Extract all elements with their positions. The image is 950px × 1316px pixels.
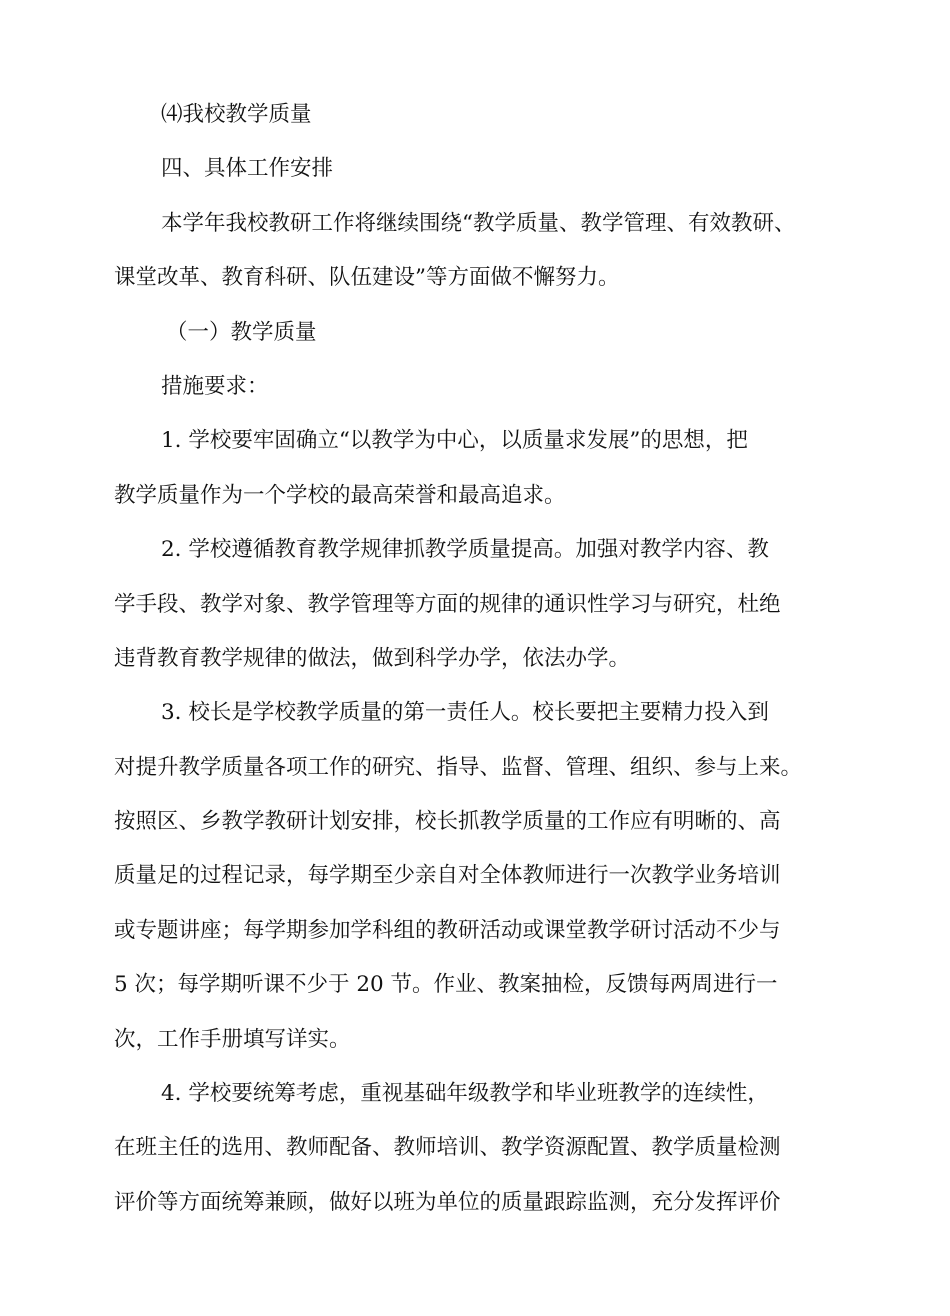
paragraph-line: 3. 校长是学校教学质量的第一责任人。校长要把主要精力投入到 <box>161 700 769 726</box>
paragraph-line: 违背教育教学规律的做法，做到科学办学，依法办学。 <box>114 645 631 671</box>
paragraph-line: 质量足的过程记录，每学期至少亲自对全体教师进行一次教学业务培训 <box>114 863 781 889</box>
paragraph-line: 按照区、乡教学教研计划安排，校长抓教学质量的工作应有明晰的、高 <box>114 809 781 835</box>
paragraph-line: 或专题讲座；每学期参加学科组的教研活动或课堂教学研讨活动不少与 <box>114 917 781 943</box>
paragraph-line: 次，工作手册填写详实。 <box>114 1026 351 1052</box>
section-heading: 四、具体工作安排 <box>161 156 334 182</box>
paragraph-line: 5 次；每学期听课不少于 20 节。作业、教案抽检，反馈每两周进行一 <box>114 972 778 998</box>
list-item-heading: ⑷我校教学质量 <box>161 102 312 127</box>
paragraph-line: 措施要求： <box>161 373 269 399</box>
paragraph-line: 课堂改革、教育科研、队伍建设”等方面做不懈努力。 <box>114 265 620 291</box>
paragraph-line: 教学质量作为一个学校的最高荣誉和最高追求。 <box>114 482 566 508</box>
subsection-heading: （一）教学质量 <box>166 319 317 345</box>
paragraph-line: 4. 学校要统筹考虑，重视基础年级教学和毕业班教学的连续性， <box>161 1081 769 1107</box>
paragraph-line: 2. 学校遵循教育教学规律抓教学质量提高。加强对教学内容、教 <box>161 537 769 563</box>
paragraph-line: 在班主任的选用、教师配备、教师培训、教学资源配置、教学质量检测 <box>114 1135 781 1161</box>
paragraph-line: 本学年我校教研工作将继续围绕“教学质量、教学管理、有效教研、 <box>161 210 796 236</box>
paragraph-line: 1. 学校要牢固确立“以教学为中心，以质量求发展”的思想，把 <box>161 428 748 454</box>
paragraph-line: 对提升教学质量各项工作的研究、指导、监督、管理、组织、参与上来。 <box>114 754 803 780</box>
paragraph-line: 学手段、教学对象、教学管理等方面的规律的通识性学习与研究，杜绝 <box>114 591 781 617</box>
paragraph-line: 评价等方面统筹兼顾，做好以班为单位的质量跟踪监测，充分发挥评价 <box>114 1189 781 1215</box>
